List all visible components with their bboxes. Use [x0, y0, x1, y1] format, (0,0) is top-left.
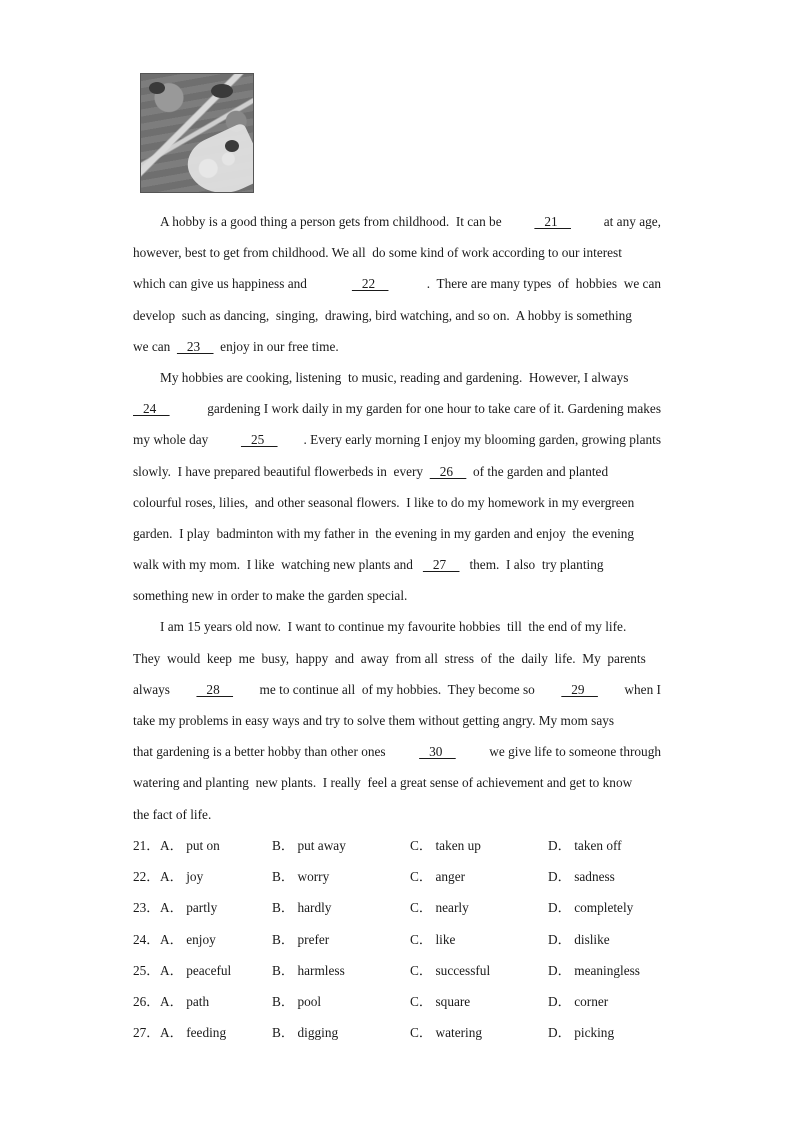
passage-text: They would keep me busy, happy and away from all stress of the daily life. My parents [133, 650, 646, 666]
passage-text: me to continue all of my hobbies. They become so [249, 681, 545, 697]
passage-text: colourful roses, lilies, and other seasonal flowers. I like to do my homework in my evergreen [133, 494, 635, 510]
passage-text: watering and planting new plants. I really feel a great sense of achievement and get to know [133, 775, 633, 791]
option-c[interactable]: C． successful [410, 962, 491, 978]
passage-line [133, 549, 661, 580]
question-list [133, 830, 693, 1048]
flower [225, 140, 239, 152]
question-row [133, 924, 693, 955]
passage-line [133, 611, 661, 642]
passage-text: the fact of life. [133, 806, 212, 822]
passage-text: gardening I work daily in my garden for one hour to take care of it. Gardening makes [200, 401, 661, 417]
option-b[interactable]: B． digging [272, 1025, 339, 1041]
option-c[interactable]: C． like [410, 931, 456, 947]
flower [149, 82, 165, 94]
gardening-glove [180, 122, 254, 193]
question-row [133, 861, 693, 892]
option-d[interactable]: D． dislike [548, 931, 610, 947]
passage-line [133, 456, 661, 487]
passage-text: something new in order to make the garden special. [133, 588, 408, 604]
answer-blank[interactable]: 30 [419, 744, 456, 760]
option-c[interactable]: C． taken up [410, 838, 481, 853]
option-b[interactable]: B． worry [272, 869, 330, 885]
passage-text: we give life to someone through [479, 744, 661, 760]
passage-text: however, best to get from childhood. We all do some kind of work according to our interest [133, 245, 622, 261]
cloze-passage [133, 206, 661, 830]
passage-line [133, 705, 661, 736]
answer-blank[interactable]: 25 [240, 432, 278, 448]
answer-blank[interactable]: 26 [429, 463, 467, 479]
passage-text: my whole day [133, 432, 215, 448]
question-number: 27． [133, 1025, 160, 1041]
option-c[interactable]: C． anger [410, 869, 466, 885]
option-b[interactable]: B． prefer [272, 931, 330, 947]
passage-text: My hobbies are cooking, listening to music, reading and gardening. However, I always [160, 369, 629, 385]
passage-line [133, 206, 661, 237]
question-row [133, 892, 693, 923]
passage-text: slowly. I have prepared beautiful flowerbeds in every [133, 463, 430, 479]
option-d[interactable]: D． completely [548, 900, 634, 916]
passage-line [133, 674, 661, 705]
answer-blank[interactable]: 22 [351, 276, 389, 292]
option-d[interactable]: D． corner [548, 993, 609, 1009]
question-number: 24． [133, 931, 160, 947]
option-a[interactable]: A． peaceful [160, 962, 232, 978]
passage-line [133, 424, 661, 455]
passage-text: of the garden and planted [466, 463, 609, 479]
option-d[interactable]: D． meaningless [548, 962, 640, 978]
question-number: 22． [133, 869, 160, 885]
answer-blank[interactable]: 29 [561, 681, 598, 697]
option-d[interactable]: D． taken off [548, 838, 622, 853]
answer-blank[interactable]: 23 [176, 338, 214, 354]
answer-blank[interactable]: 28 [196, 681, 234, 697]
passage-line [133, 643, 661, 674]
question-number: 26． [133, 993, 160, 1009]
passage-text: which can give us happiness and [133, 276, 314, 292]
passage-text: we can [133, 338, 177, 354]
option-a[interactable]: A． partly [160, 900, 218, 916]
passage-line [133, 331, 661, 362]
option-a[interactable]: A． path [160, 993, 210, 1009]
question-row [133, 1017, 693, 1048]
passage-line [133, 736, 661, 767]
answer-blank[interactable]: 24 [133, 401, 170, 417]
garden-photo [140, 73, 254, 193]
option-a[interactable]: A． joy [160, 869, 204, 885]
option-c[interactable]: C． square [410, 993, 471, 1009]
passage-text: when I [614, 681, 661, 697]
option-a[interactable]: A． feeding [160, 1025, 227, 1041]
passage-text: take my problems in easy ways and try to solve them without getting angry. My mom says [133, 713, 615, 728]
passage-text: them. I also try planting [459, 557, 604, 573]
option-b[interactable]: B． pool [272, 993, 322, 1009]
answer-blank[interactable]: 21 [534, 214, 571, 229]
passage-text: A hobby is a good thing a person gets from childhood. It can be [160, 214, 509, 229]
option-c[interactable]: C． nearly [410, 900, 469, 916]
answer-blank[interactable]: 27 [422, 557, 460, 573]
question-row [133, 830, 693, 861]
question-number: 23． [133, 900, 160, 916]
option-a[interactable]: A． put on [160, 838, 220, 853]
option-d[interactable]: D． sadness [548, 869, 615, 885]
question-row [133, 986, 693, 1017]
passage-text: . There are many types of hobbies we can [426, 276, 661, 292]
passage-text: . Every early morning I enjoy my blooming garden, growing plants [303, 432, 661, 448]
passage-text: I am 15 years old now. I want to continue my favourite hobbies till the end of my life. [160, 619, 627, 635]
passage-line [133, 300, 661, 331]
passage-line [133, 237, 661, 268]
passage-line [133, 580, 661, 611]
passage-text: always [133, 681, 180, 697]
option-c[interactable]: C． watering [410, 1025, 483, 1041]
passage-text: walk with my mom. I like watching new plants and [133, 557, 423, 573]
passage-text: that gardening is a better hobby than other ones [133, 744, 396, 760]
option-b[interactable]: B． hardly [272, 900, 332, 916]
passage-text: enjoy in our free time. [213, 338, 339, 354]
passage-text: at any age, [597, 214, 661, 229]
passage-text: garden. I play badminton with my father in the evening in my garden and enjoy the evening [133, 525, 635, 541]
option-b[interactable]: B． harmless [272, 962, 345, 978]
passage-line [133, 487, 661, 518]
question-number: 21． [133, 838, 160, 853]
question-number: 25． [133, 962, 160, 978]
flower [211, 84, 233, 98]
passage-line [133, 799, 661, 830]
option-b[interactable]: B． put away [272, 838, 346, 853]
question-row [133, 955, 693, 986]
passage-line [133, 393, 661, 424]
passage-text: develop such as dancing, singing, drawing, bird watching, and so on. A hobby is something [133, 307, 632, 323]
option-a[interactable]: A． enjoy [160, 931, 216, 947]
passage-line [133, 268, 661, 299]
option-d[interactable]: D． picking [548, 1025, 615, 1041]
passage-line [133, 518, 661, 549]
passage-line [133, 767, 661, 798]
passage-line [133, 362, 661, 393]
